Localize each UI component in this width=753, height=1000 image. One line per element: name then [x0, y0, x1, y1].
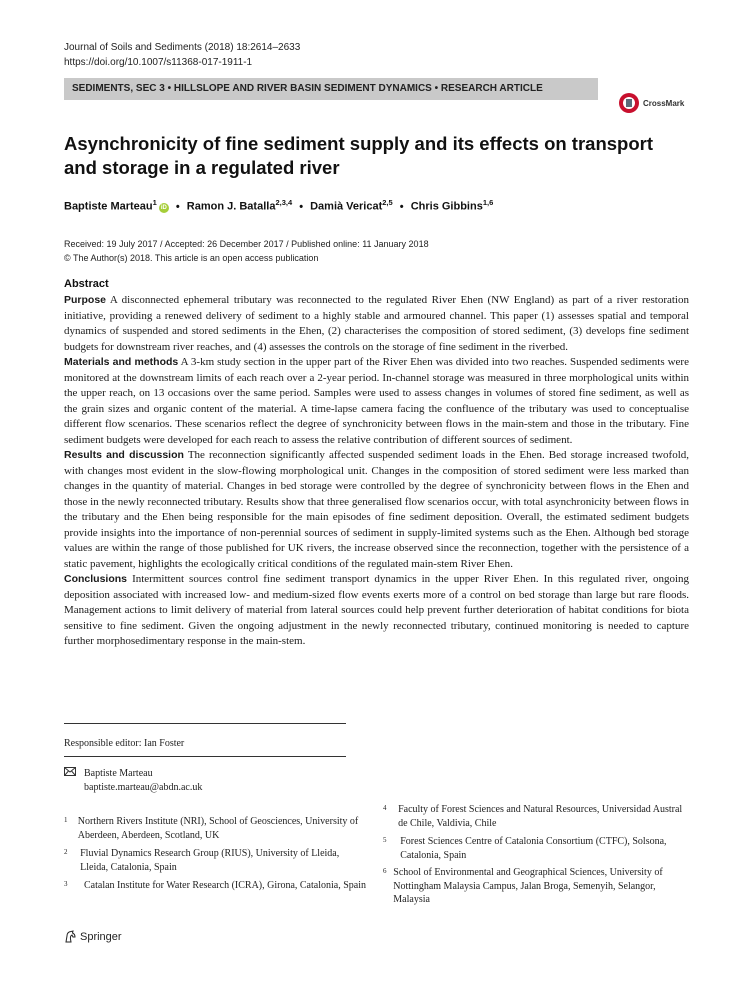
- author-separator: •: [299, 200, 304, 213]
- crossmark-badge[interactable]: [618, 92, 684, 114]
- doi-link[interactable]: https://doi.org/10.1007/s11368-017-1911-1: [64, 57, 253, 68]
- purpose-text: A disconnected ephemeral tributary was reconnected to the regulated River Ehen (NW England) as part of a river restoration initiative, providing a renewed delivery of sediment to a highly stable and armoured channel. This paper (1) assesses spatial and temporal dynamics of suspended and stored sediments in the Ehen, (2) characterises the composition of stored sediment, (3) develops fine sediment budgets for downstream river reaches, and (4) assesses the controls on the storage of fine sediment in the riverbed.: [64, 294, 689, 353]
- abstract-heading: Abstract: [64, 278, 109, 290]
- conclusions-text: Intermittent sources control fine sediment transport dynamics in the upper River Ehen. In this regulated river, ongoing deposition associated with increased low- and medium-sized flow events exerts more of a control on bed storage than large but rare floods. Management actions to limit delivery of material from lateral sources could help prevent further deterioration of habitat conditions for biota sensitive to fine sediment. Given the ongoing adjustment in the newly reconnected tributary, continued monitoring is needed to capture further morphosedimentary response in the main-stem.: [64, 573, 690, 647]
- publisher-name: Springer: [80, 930, 122, 943]
- affiliation-text: School of Environmental and Geographical Sciences, University of Nottingham Malaysia Campus, Jalan Broga, Semenyih, Selangor, Malaysia: [393, 867, 663, 905]
- abstract-conclusions: [64, 572, 689, 650]
- author-name: Baptiste Marteau: [64, 200, 153, 213]
- author-separator: •: [399, 200, 404, 213]
- results-text: The reconnection significantly affected suspended sediment loads in the Ehen. Bed storage increased twofold, with changes most evident in the slow-flowing morphological unit. Changes in the composition of stored sediment were less marked than changes in the quantity of material. Changes in bed storage were controlled by the degree of synchronicity between flows in the Ehen and those in the newly reconnected tributary. Results show that three generalised flow scenarios occur, with total asynchronicity between flows in the tributary and the Ehen being responsible for the main episodes of fine sediment deposition. Overall, the estimated sediment budgets provide insights into the importance of non-perennial sources of sediment in supply-limited systems such as the Ehen. Although bed storage values are within the range of those published for UK rivers, the increase observed since the reconnection, together with the persistence of a static pavement, highlights the ecologically critical conditions of the regulated main-stem River Ehen.: [64, 449, 690, 570]
- affiliation-text: Faculty of Forest Sciences and Natural Resources, Universidad Austral de Chile, Valdivia, Chile: [398, 804, 683, 829]
- affiliation-item: [383, 866, 688, 907]
- orcid-icon[interactable]: iD: [160, 204, 167, 211]
- responsible-editor: Responsible editor: Ian Foster: [64, 738, 185, 749]
- abstract-purpose: [64, 293, 689, 355]
- abstract-methods: [64, 355, 689, 448]
- affiliation-number: 1: [64, 816, 68, 824]
- affiliation-text: Fluvial Dynamics Research Group (RIUS), University of Lleida, Lleida, Catalonia, Spain: [80, 848, 340, 873]
- abstract-body: [64, 293, 689, 650]
- crossmark-icon: [618, 92, 640, 114]
- history-dates: Received: 19 July 2017 / Accepted: 26 December 2017 / Published online: 11 January 2018: [64, 239, 429, 249]
- mail-icon: [64, 767, 84, 795]
- purpose-label: Purpose: [64, 294, 107, 306]
- article-title: Asynchronicity of fine sediment supply and its effects on transport and storage in a regulated river: [64, 133, 654, 178]
- crossmark-label: CrossMark: [643, 98, 685, 108]
- affiliation-item: [383, 803, 688, 830]
- author-affiliation-ref: 1: [152, 198, 157, 207]
- contact-name: Baptiste Marteau: [84, 768, 153, 779]
- methods-label: Materials and methods: [64, 356, 179, 368]
- publisher-logo: [64, 930, 122, 943]
- affiliation-item: [64, 815, 369, 842]
- author-name: Damià Vericat: [310, 200, 383, 213]
- affiliation-number: 6: [383, 867, 387, 875]
- author-list: [64, 198, 493, 213]
- affiliation-number: 3: [64, 880, 68, 888]
- author-name: Ramon J. Batalla: [186, 200, 276, 213]
- journal-header: [64, 40, 300, 70]
- methods-text: A 3-km study section in the upper part of the River Ehen was divided into two reaches. Suspended sediments were monitored at the downstream limits of each reach over a 2-year period. In-channel storage was measured in three morphological units within the upper reach, on 13 occasions over the same period. Samples were used to assess changes in volumes of stored fine sediment, as well as the grain sizes and organic content of the material. A time-lapse camera facing the confluence of the tributary was used to conceptualise different flow scenarios. These scenarios reflect the degree of synchronicity between flows in the main-stem and those in the tributary. Fine sediment budgets were developed for each reach to assess the relative contribution of different sources of sediment.: [64, 356, 689, 446]
- publication-dates: [64, 237, 429, 265]
- author-affiliation-ref: 2,5: [382, 198, 393, 207]
- affiliation-item: [64, 879, 369, 893]
- contact-email[interactable]: baptiste.marteau@abdn.ac.uk: [84, 782, 203, 793]
- author-separator: •: [175, 200, 180, 213]
- section-banner: SEDIMENTS, SEC 3 • HILLSLOPE AND RIVER BASIN SEDIMENT DYNAMICS • RESEARCH ARTICLE: [64, 78, 598, 100]
- corresponding-author: [64, 767, 202, 795]
- journal-citation: Journal of Soils and Sediments (2018) 18:2614–2633: [64, 42, 301, 53]
- footnote-divider: [64, 756, 346, 757]
- affiliation-text: Forest Sciences Centre of Catalonia Consortium (CTFC), Solsona, Catalonia, Spain: [400, 836, 667, 861]
- footnote-divider: [64, 723, 346, 724]
- author-name: Chris Gibbins: [410, 200, 483, 213]
- author-affiliation-ref: 1,6: [482, 198, 494, 207]
- springer-horse-icon: [64, 930, 77, 943]
- affiliation-number: 2: [64, 848, 68, 856]
- results-label: Results and discussion: [64, 449, 184, 461]
- affiliation-number: 4: [383, 804, 387, 812]
- copyright-line: © The Author(s) 2018. This article is an open access publication: [64, 253, 319, 263]
- abstract-results: [64, 448, 689, 572]
- affiliation-number: 5: [383, 836, 387, 844]
- author-affiliation-ref: 2,3,4: [275, 198, 293, 207]
- affiliation-item: [383, 835, 688, 862]
- affiliation-text: Northern Rivers Institute (NRI), School of Geosciences, University of Aberdeen, Aberdeen, Scotland, UK: [77, 816, 359, 841]
- conclusions-label: Conclusions: [64, 573, 128, 585]
- affiliation-text: Catalan Institute for Water Research (ICRA), Girona, Catalonia, Spain: [84, 880, 366, 891]
- affiliation-item: [64, 847, 369, 874]
